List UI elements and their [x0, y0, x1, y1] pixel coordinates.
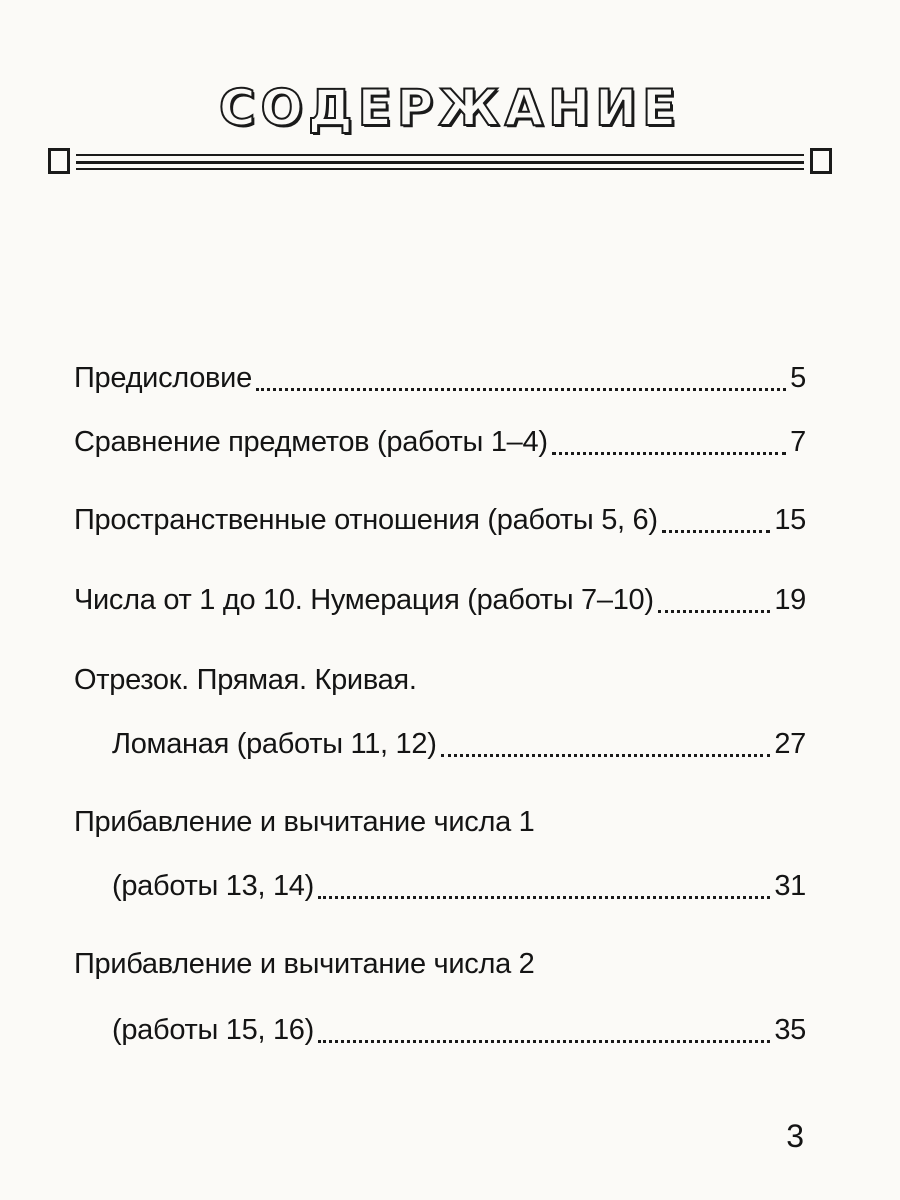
leader-dots — [318, 1040, 770, 1043]
toc-entry-page: 27 — [774, 728, 806, 760]
toc-entry — [74, 356, 806, 400]
toc-entry-label: Сравнение предметов (работы 1–4) — [74, 426, 548, 458]
divider-left-ornament — [48, 148, 70, 174]
page-title: СОДЕРЖАНИЕ — [218, 79, 682, 137]
toc-entry — [112, 722, 806, 766]
divider-right-ornament — [810, 148, 832, 174]
toc-entry-heading — [74, 658, 806, 702]
leader-dots — [662, 530, 771, 533]
toc-entry — [74, 498, 806, 542]
toc-entry — [112, 1008, 806, 1052]
leader-dots — [256, 388, 786, 391]
toc-entry — [74, 420, 806, 464]
toc-entry-heading — [74, 800, 806, 844]
page-number: 3 — [786, 1118, 804, 1154]
leader-dots — [318, 896, 770, 899]
toc-entry-page: 35 — [774, 1014, 806, 1046]
toc-entry-page: 7 — [790, 426, 806, 458]
toc-entry-page: 31 — [774, 870, 806, 902]
leader-dots — [658, 610, 771, 613]
toc-entry-label: Прибавление и вычитание числа 2 — [74, 948, 535, 980]
toc-entry-continuation: (работы 15, 16) — [112, 1014, 314, 1046]
leader-dots — [552, 452, 786, 455]
toc-entry-continuation: Ломаная (работы 11, 12) — [112, 728, 437, 760]
title-divider — [48, 148, 832, 178]
toc-entry-page: 19 — [774, 584, 806, 616]
toc-entry-label: Пространственные отношения (работы 5, 6) — [74, 504, 658, 536]
toc-entry — [112, 864, 806, 908]
toc-entry-page: 15 — [774, 504, 806, 536]
toc-entry-continuation: (работы 13, 14) — [112, 870, 314, 902]
toc-entry — [74, 578, 806, 622]
leader-dots — [441, 754, 771, 757]
toc-entry-page: 5 — [790, 362, 806, 394]
toc-entry-heading — [74, 942, 806, 986]
toc-entry-label: Прибавление и вычитание числа 1 — [74, 806, 535, 838]
toc-entry-label: Отрезок. Прямая. Кривая. — [74, 664, 417, 696]
toc-entry-label: Числа от 1 до 10. Нумерация (работы 7–10) — [74, 584, 654, 616]
toc-entry-label: Предисловие — [74, 362, 252, 394]
